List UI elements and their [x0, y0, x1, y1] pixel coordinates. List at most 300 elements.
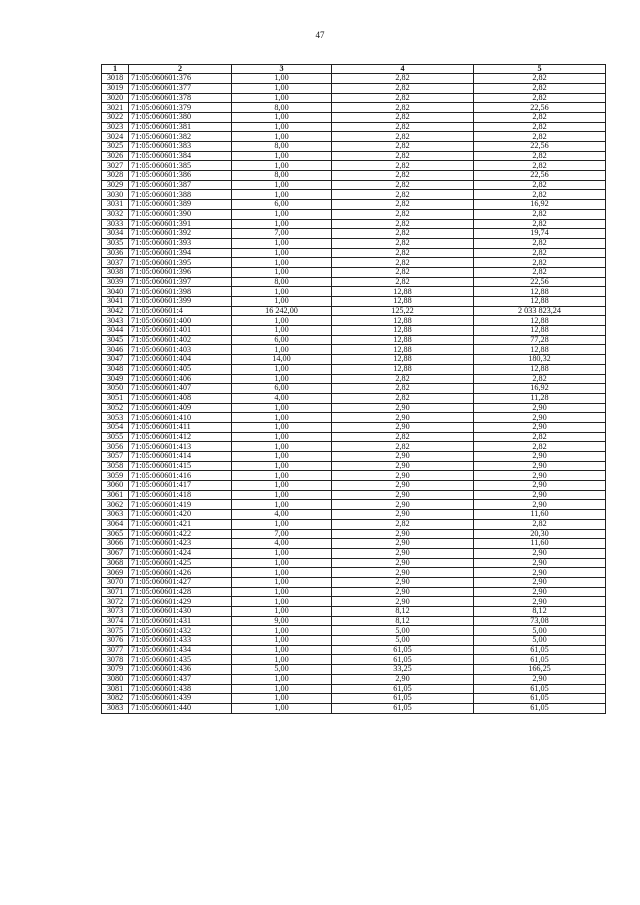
value-cell: 2,90	[474, 452, 606, 462]
area-cell: 1,00	[232, 655, 332, 665]
rate-cell: 61,05	[332, 655, 474, 665]
value-cell: 166,25	[474, 665, 606, 675]
cadastral-number-cell: 71:05:060601:439	[129, 694, 232, 704]
table-body	[102, 74, 606, 713]
rate-cell: 2,82	[332, 209, 474, 219]
value-cell: 2,82	[474, 258, 606, 268]
table-row	[102, 471, 606, 481]
rate-cell: 2,90	[332, 558, 474, 568]
row-number-cell: 3042	[102, 306, 129, 316]
area-cell: 1,00	[232, 122, 332, 132]
cadastral-number-cell: 71:05:060601:437	[129, 674, 232, 684]
rate-cell: 61,05	[332, 645, 474, 655]
rate-cell: 2,82	[332, 93, 474, 103]
row-number-cell: 3064	[102, 519, 129, 529]
rate-cell: 12,88	[332, 335, 474, 345]
rate-cell: 8,12	[332, 616, 474, 626]
row-number-cell: 3054	[102, 422, 129, 432]
value-cell: 12,88	[474, 326, 606, 336]
row-number-cell: 3020	[102, 93, 129, 103]
rate-cell: 2,82	[332, 442, 474, 452]
column-header: 1	[102, 65, 129, 74]
table-row	[102, 219, 606, 229]
cadastral-number-cell: 71:05:060601:385	[129, 161, 232, 171]
rate-cell: 2,90	[332, 403, 474, 413]
table-row	[102, 277, 606, 287]
area-cell: 7,00	[232, 529, 332, 539]
value-cell: 22,56	[474, 277, 606, 287]
value-cell: 5,00	[474, 626, 606, 636]
area-cell: 1,00	[232, 442, 332, 452]
row-number-cell: 3018	[102, 74, 129, 84]
rate-cell: 2,90	[332, 452, 474, 462]
area-cell: 1,00	[232, 93, 332, 103]
area-cell: 1,00	[232, 481, 332, 491]
rate-cell: 12,88	[332, 316, 474, 326]
rate-cell: 2,90	[332, 461, 474, 471]
value-cell: 2,82	[474, 132, 606, 142]
table-row	[102, 180, 606, 190]
table-row	[102, 461, 606, 471]
cadastral-number-cell: 71:05:060601:423	[129, 539, 232, 549]
rate-cell: 2,82	[332, 151, 474, 161]
row-number-cell: 3037	[102, 258, 129, 268]
value-cell: 61,05	[474, 655, 606, 665]
cadastral-number-cell: 71:05:060601:435	[129, 655, 232, 665]
area-cell: 1,00	[232, 316, 332, 326]
cadastral-number-cell: 71:05:060601:409	[129, 403, 232, 413]
table-row	[102, 587, 606, 597]
table-row	[102, 238, 606, 248]
row-number-cell: 3082	[102, 694, 129, 704]
row-number-cell: 3057	[102, 452, 129, 462]
cadastral-number-cell: 71:05:060601:396	[129, 267, 232, 277]
row-number-cell: 3045	[102, 335, 129, 345]
value-cell: 2,82	[474, 122, 606, 132]
column-header: 4	[332, 65, 474, 74]
table-row	[102, 326, 606, 336]
table-row	[102, 171, 606, 181]
area-cell: 6,00	[232, 384, 332, 394]
rate-cell: 2,90	[332, 422, 474, 432]
value-cell: 61,05	[474, 684, 606, 694]
rate-cell: 2,90	[332, 597, 474, 607]
table-row	[102, 161, 606, 171]
cadastral-number-cell: 71:05:060601:381	[129, 122, 232, 132]
value-cell: 73,08	[474, 616, 606, 626]
area-cell: 1,00	[232, 587, 332, 597]
table-row	[102, 112, 606, 122]
cadastral-number-cell: 71:05:060601:406	[129, 374, 232, 384]
table-row	[102, 335, 606, 345]
row-number-cell: 3058	[102, 461, 129, 471]
row-number-cell: 3047	[102, 355, 129, 365]
row-number-cell: 3040	[102, 287, 129, 297]
table-row	[102, 229, 606, 239]
row-number-cell: 3077	[102, 645, 129, 655]
table-row	[102, 539, 606, 549]
table-row	[102, 665, 606, 675]
table-row	[102, 607, 606, 617]
area-cell: 1,00	[232, 500, 332, 510]
table-row	[102, 355, 606, 365]
cadastral-number-cell: 71:05:060601:412	[129, 432, 232, 442]
value-cell: 20,30	[474, 529, 606, 539]
cadastral-number-cell: 71:05:060601:413	[129, 442, 232, 452]
rate-cell: 61,05	[332, 694, 474, 704]
table-row	[102, 122, 606, 132]
table-row	[102, 500, 606, 510]
value-cell: 2,82	[474, 374, 606, 384]
row-number-cell: 3083	[102, 703, 129, 713]
row-number-cell: 3076	[102, 636, 129, 646]
area-cell: 1,00	[232, 471, 332, 481]
cadastral-number-cell: 71:05:060601:397	[129, 277, 232, 287]
value-cell: 2,90	[474, 471, 606, 481]
value-cell: 2,82	[474, 74, 606, 84]
rate-cell: 2,90	[332, 529, 474, 539]
rate-cell: 2,82	[332, 432, 474, 442]
table-row	[102, 267, 606, 277]
row-number-cell: 3061	[102, 490, 129, 500]
cadastral-number-cell: 71:05:060601:424	[129, 548, 232, 558]
cadastral-number-cell: 71:05:060601:438	[129, 684, 232, 694]
cadastral-number-cell: 71:05:060601:407	[129, 384, 232, 394]
table-row	[102, 442, 606, 452]
row-number-cell: 3059	[102, 471, 129, 481]
rate-cell: 2,82	[332, 122, 474, 132]
area-cell: 9,00	[232, 616, 332, 626]
table-row	[102, 209, 606, 219]
rate-cell: 12,88	[332, 345, 474, 355]
rate-cell: 125,22	[332, 306, 474, 316]
row-number-cell: 3041	[102, 297, 129, 307]
row-number-cell: 3071	[102, 587, 129, 597]
table-row	[102, 384, 606, 394]
table-row	[102, 481, 606, 491]
cadastral-number-cell: 71:05:060601:393	[129, 238, 232, 248]
value-cell: 2,90	[474, 500, 606, 510]
cadastral-number-cell: 71:05:060601:379	[129, 103, 232, 113]
table-row	[102, 568, 606, 578]
rate-cell: 12,88	[332, 287, 474, 297]
cadastral-number-cell: 71:05:060601:436	[129, 665, 232, 675]
row-number-cell: 3021	[102, 103, 129, 113]
area-cell: 14,00	[232, 355, 332, 365]
cadastral-number-cell: 71:05:060601:440	[129, 703, 232, 713]
area-cell: 1,00	[232, 364, 332, 374]
row-number-cell: 3048	[102, 364, 129, 374]
row-number-cell: 3065	[102, 529, 129, 539]
value-cell: 2,82	[474, 238, 606, 248]
area-cell: 1,00	[232, 112, 332, 122]
area-cell: 1,00	[232, 548, 332, 558]
row-number-cell: 3067	[102, 548, 129, 558]
value-cell: 12,88	[474, 316, 606, 326]
rate-cell: 2,90	[332, 481, 474, 491]
cadastral-number-cell: 71:05:060601:391	[129, 219, 232, 229]
area-cell: 1,00	[232, 413, 332, 423]
row-number-cell: 3056	[102, 442, 129, 452]
row-number-cell: 3070	[102, 577, 129, 587]
area-cell: 4,00	[232, 539, 332, 549]
cadastral-number-cell: 71:05:060601:429	[129, 597, 232, 607]
row-number-cell: 3025	[102, 142, 129, 152]
area-cell: 1,00	[232, 674, 332, 684]
area-cell: 1,00	[232, 684, 332, 694]
table-row	[102, 364, 606, 374]
value-cell: 77,28	[474, 335, 606, 345]
area-cell: 4,00	[232, 393, 332, 403]
value-cell: 2,82	[474, 267, 606, 277]
area-cell: 1,00	[232, 374, 332, 384]
area-cell: 1,00	[232, 209, 332, 219]
row-number-cell: 3030	[102, 190, 129, 200]
area-cell: 1,00	[232, 452, 332, 462]
rate-cell: 2,90	[332, 471, 474, 481]
rate-cell: 33,25	[332, 665, 474, 675]
area-cell: 1,00	[232, 267, 332, 277]
area-cell: 1,00	[232, 703, 332, 713]
table-row	[102, 645, 606, 655]
table-row	[102, 626, 606, 636]
area-cell: 1,00	[232, 597, 332, 607]
row-number-cell: 3029	[102, 180, 129, 190]
rate-cell: 12,88	[332, 364, 474, 374]
value-cell: 2,90	[474, 481, 606, 491]
value-cell: 2,90	[474, 413, 606, 423]
table-row	[102, 519, 606, 529]
area-cell: 1,00	[232, 490, 332, 500]
rate-cell: 12,88	[332, 355, 474, 365]
row-number-cell: 3073	[102, 607, 129, 617]
row-number-cell: 3081	[102, 684, 129, 694]
row-number-cell: 3063	[102, 510, 129, 520]
value-cell: 11,60	[474, 539, 606, 549]
table-row	[102, 374, 606, 384]
rate-cell: 12,88	[332, 326, 474, 336]
value-cell: 2,90	[474, 461, 606, 471]
rate-cell: 2,82	[332, 384, 474, 394]
rate-cell: 2,82	[332, 103, 474, 113]
cadastral-number-cell: 71:05:060601:380	[129, 112, 232, 122]
cadastral-number-cell: 71:05:060601:377	[129, 83, 232, 93]
rate-cell: 2,90	[332, 568, 474, 578]
cadastral-number-cell: 71:05:060601:421	[129, 519, 232, 529]
table-row	[102, 103, 606, 113]
value-cell: 22,56	[474, 142, 606, 152]
table-row	[102, 577, 606, 587]
table-row	[102, 345, 606, 355]
area-cell: 1,00	[232, 636, 332, 646]
value-cell: 2,90	[474, 577, 606, 587]
table-row	[102, 190, 606, 200]
table-row	[102, 490, 606, 500]
rate-cell: 2,82	[332, 229, 474, 239]
value-cell: 12,88	[474, 287, 606, 297]
table-row	[102, 248, 606, 258]
cadastral-number-cell: 71:05:060601:399	[129, 297, 232, 307]
area-cell: 1,00	[232, 694, 332, 704]
rate-cell: 2,90	[332, 577, 474, 587]
cadastral-number-cell: 71:05:060601:417	[129, 481, 232, 491]
table-row	[102, 200, 606, 210]
cadastral-number-cell: 71:05:060601:419	[129, 500, 232, 510]
column-header: 5	[474, 65, 606, 74]
row-number-cell: 3062	[102, 500, 129, 510]
rate-cell: 5,00	[332, 626, 474, 636]
row-number-cell: 3078	[102, 655, 129, 665]
cadastral-number-cell: 71:05:060601:401	[129, 326, 232, 336]
cadastral-number-cell: 71:05:060601:433	[129, 636, 232, 646]
table-row	[102, 306, 606, 316]
cadastral-number-cell: 71:05:060601:404	[129, 355, 232, 365]
rate-cell: 2,82	[332, 277, 474, 287]
value-cell: 2,82	[474, 112, 606, 122]
value-cell: 2,82	[474, 519, 606, 529]
value-cell: 61,05	[474, 703, 606, 713]
area-cell: 1,00	[232, 403, 332, 413]
rate-cell: 2,90	[332, 510, 474, 520]
area-cell: 1,00	[232, 297, 332, 307]
cadastral-number-cell: 71:05:060601:430	[129, 607, 232, 617]
row-number-cell: 3055	[102, 432, 129, 442]
rate-cell: 2,90	[332, 490, 474, 500]
row-number-cell: 3027	[102, 161, 129, 171]
table-row	[102, 413, 606, 423]
rate-cell: 2,82	[332, 258, 474, 268]
rate-cell: 2,82	[332, 200, 474, 210]
row-number-cell: 3032	[102, 209, 129, 219]
cadastral-number-cell: 71:05:060601:426	[129, 568, 232, 578]
cadastral-number-cell: 71:05:060601:395	[129, 258, 232, 268]
value-cell: 2,90	[474, 490, 606, 500]
cadastral-number-cell: 71:05:060601:428	[129, 587, 232, 597]
area-cell: 1,00	[232, 607, 332, 617]
value-cell: 2,82	[474, 151, 606, 161]
row-number-cell: 3039	[102, 277, 129, 287]
table-row	[102, 674, 606, 684]
table-row	[102, 616, 606, 626]
value-cell: 2,82	[474, 83, 606, 93]
cadastral-number-cell: 71:05:060601:434	[129, 645, 232, 655]
cadastral-number-cell: 71:05:060601:418	[129, 490, 232, 500]
rate-cell: 2,82	[332, 267, 474, 277]
area-cell: 4,00	[232, 510, 332, 520]
table-row	[102, 316, 606, 326]
area-cell: 1,00	[232, 219, 332, 229]
area-cell: 1,00	[232, 74, 332, 84]
value-cell: 2,90	[474, 548, 606, 558]
table-row	[102, 93, 606, 103]
value-cell: 22,56	[474, 103, 606, 113]
area-cell: 1,00	[232, 345, 332, 355]
rate-cell: 12,88	[332, 297, 474, 307]
table-row	[102, 393, 606, 403]
rate-cell: 8,12	[332, 607, 474, 617]
area-cell: 1,00	[232, 151, 332, 161]
cadastral-number-cell: 71:05:060601:392	[129, 229, 232, 239]
cadastral-number-cell: 71:05:060601:431	[129, 616, 232, 626]
cadastral-number-cell: 71:05:060601:388	[129, 190, 232, 200]
rate-cell: 2,82	[332, 142, 474, 152]
value-cell: 2,82	[474, 248, 606, 258]
table-row	[102, 684, 606, 694]
column-header: 2	[129, 65, 232, 74]
area-cell: 16 242,00	[232, 306, 332, 316]
rate-cell: 2,90	[332, 674, 474, 684]
row-number-cell: 3023	[102, 122, 129, 132]
table-row	[102, 74, 606, 84]
value-cell: 16,92	[474, 200, 606, 210]
row-number-cell: 3046	[102, 345, 129, 355]
cadastral-number-cell: 71:05:060601:383	[129, 142, 232, 152]
value-cell: 12,88	[474, 364, 606, 374]
table-row	[102, 83, 606, 93]
cadastral-number-cell: 71:05:060601:410	[129, 413, 232, 423]
cadastral-number-cell: 71:05:060601:386	[129, 171, 232, 181]
area-cell: 1,00	[232, 626, 332, 636]
cadastral-number-cell: 71:05:060601:402	[129, 335, 232, 345]
row-number-cell: 3026	[102, 151, 129, 161]
row-number-cell: 3033	[102, 219, 129, 229]
value-cell: 2,82	[474, 161, 606, 171]
area-cell: 8,00	[232, 171, 332, 181]
value-cell: 11,60	[474, 510, 606, 520]
rate-cell: 2,82	[332, 83, 474, 93]
table-row	[102, 151, 606, 161]
area-cell: 1,00	[232, 326, 332, 336]
area-cell: 6,00	[232, 335, 332, 345]
value-cell: 11,28	[474, 393, 606, 403]
cadastral-number-cell: 71:05:060601:4	[129, 306, 232, 316]
table-row	[102, 287, 606, 297]
cadastral-number-cell: 71:05:060601:398	[129, 287, 232, 297]
table-row	[102, 452, 606, 462]
rate-cell: 2,90	[332, 413, 474, 423]
page-number: 47	[315, 30, 325, 40]
rate-cell: 2,90	[332, 500, 474, 510]
area-cell: 1,00	[232, 577, 332, 587]
value-cell: 16,92	[474, 384, 606, 394]
rate-cell: 2,82	[332, 180, 474, 190]
rate-cell: 61,05	[332, 703, 474, 713]
value-cell: 2,90	[474, 597, 606, 607]
value-cell: 2,82	[474, 442, 606, 452]
cadastral-number-cell: 71:05:060601:389	[129, 200, 232, 210]
row-number-cell: 3079	[102, 665, 129, 675]
row-number-cell: 3074	[102, 616, 129, 626]
value-cell: 180,32	[474, 355, 606, 365]
area-cell: 1,00	[232, 83, 332, 93]
value-cell: 5,00	[474, 636, 606, 646]
row-number-cell: 3036	[102, 248, 129, 258]
rate-cell: 2,82	[332, 393, 474, 403]
area-cell: 1,00	[232, 422, 332, 432]
row-number-cell: 3050	[102, 384, 129, 394]
cadastral-number-cell: 71:05:060601:376	[129, 74, 232, 84]
value-cell: 2,90	[474, 568, 606, 578]
area-cell: 8,00	[232, 277, 332, 287]
area-cell: 5,00	[232, 665, 332, 675]
area-cell: 1,00	[232, 432, 332, 442]
rate-cell: 2,82	[332, 171, 474, 181]
row-number-cell: 3066	[102, 539, 129, 549]
cadastral-number-cell: 71:05:060601:415	[129, 461, 232, 471]
cadastral-number-cell: 71:05:060601:416	[129, 471, 232, 481]
rate-cell: 2,82	[332, 374, 474, 384]
row-number-cell: 3019	[102, 83, 129, 93]
